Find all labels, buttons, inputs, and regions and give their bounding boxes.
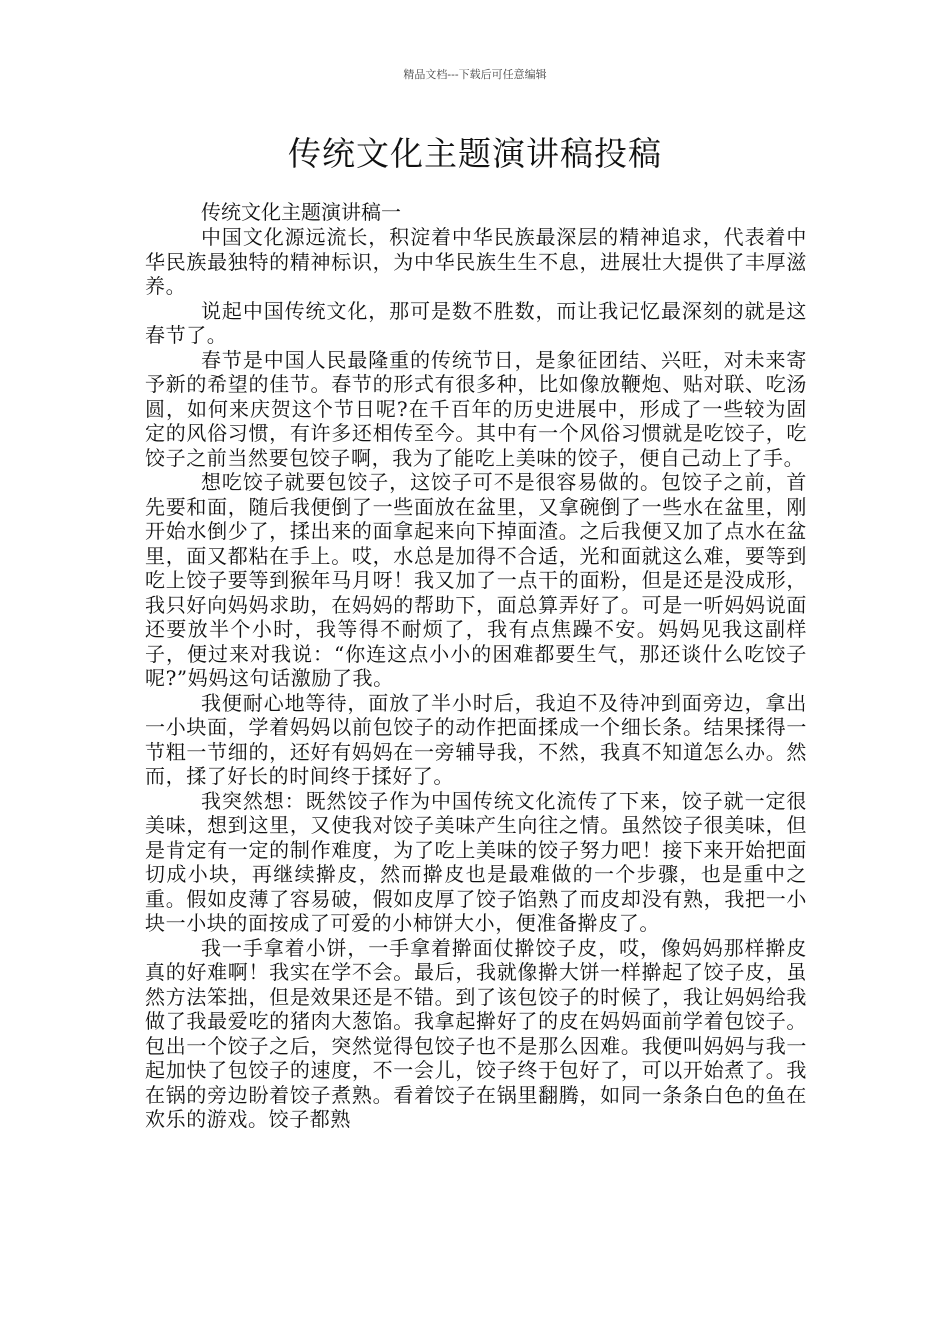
paragraph-6: 我突然想：既然饺子作为中国传统文化流传了下来，饺子就一定很美味，想到这里，又使我对饺子美味产生向往之情。虽然饺子很美味，但是肯定有一定的制作难度，为了吃上美味的饺子努力吧！接下来开始把面切成小块，再继续擀皮，然而擀皮也是最难做的一个步骤，也是重中之重。假如皮薄了容易破，假如皮厚了饺子馅熟了而皮却没有熟，我把一小块一小块的面按成了可爱的小柿饼大小，便准备擀皮了。: [145, 788, 807, 935]
document-body: [145, 200, 807, 1132]
page-header-note: 精品文档---下载后可任意编辑: [403, 68, 547, 81]
paragraph-1: 中国文化源远流长，积淀着中华民族最深层的精神追求，代表着中华民族最独特的精神标识，为中华民族生生不息，进展壮大提供了丰厚滋养。: [145, 225, 807, 298]
document-subtitle: 传统文化主题演讲稿一: [201, 200, 401, 224]
paragraph-4: 想吃饺子就要包饺子，这饺子可不是很容易做的。包饺子之前，首先要和面，随后我便倒了一些面放在盆里，又拿碗倒了一些水在盆里，刚开始水倒少了，揉出来的面拿起来向下掉面渣。之后我便又加了点水在盆里，面又都粘在手上。哎，水总是加得不合适，光和面就这么难，要等到吃上饺子要等到猴年马月呀！我又加了一点干的面粉，但是还是没成形，我只好向妈妈求助，在妈妈的帮助下，面总算弄好了。可是一听妈妈说面还要放半个小时，我等得不耐烦了，我有点焦躁不安。妈妈见我这副样子，便过来对我说：“你连这点小小的困难都要生气，那还谈什么吃饺子呢?”妈妈这句话激励了我。: [145, 470, 807, 690]
paragraph-5: 我便耐心地等待，面放了半小时后，我迫不及待冲到面旁边，拿出一小块面，学着妈妈以前包饺子的动作把面揉成一个细长条。结果揉得一节粗一节细的，还好有妈妈在一旁辅导我，不然，我真不知道怎么办。然而，揉了好长的时间终于揉好了。: [145, 690, 807, 788]
paragraph-2: 说起中国传统文化，那可是数不胜数，而让我记忆最深刻的就是这春节了。: [145, 298, 807, 347]
document-title: 传统文化主题演讲稿投稿: [288, 134, 662, 173]
paragraph-3: 春节是中国人民最隆重的传统节日，是象征团结、兴旺，对未来寄予新的希望的佳节。春节的形式有很多种，比如像放鞭炮、贴对联、吃汤圆，如何来庆贺这个节日呢?在千百年的历史进展中，形成了一些较为固定的风俗习惯，有许多还相传至今。其中有一个风俗习惯就是吃饺子，吃饺子之前当然要包饺子啊，我为了能吃上美味的饺子，便自己动上了手。: [145, 347, 807, 470]
paragraph-7: 我一手拿着小饼，一手拿着擀面仗擀饺子皮，哎，像妈妈那样擀皮真的好难啊！我实在学不会。最后，我就像擀大饼一样擀起了饺子皮，虽然方法笨拙，但是效果还是不错。到了该包饺子的时候了，我让妈妈给我做了我最爱吃的猪肉大葱馅。我拿起擀好了的皮在妈妈面前学着包饺子。包出一个饺子之后，突然觉得包饺子也不是那么因难。我便叫妈妈与我一起加快了包饺子的速度，不一会儿，饺子终于包好了，可以开始煮了。我在锅的旁边盼着饺子煮熟。看着饺子在锅里翻腾，如同一条条白色的鱼在欢乐的游戏。饺子都熟: [145, 935, 807, 1131]
